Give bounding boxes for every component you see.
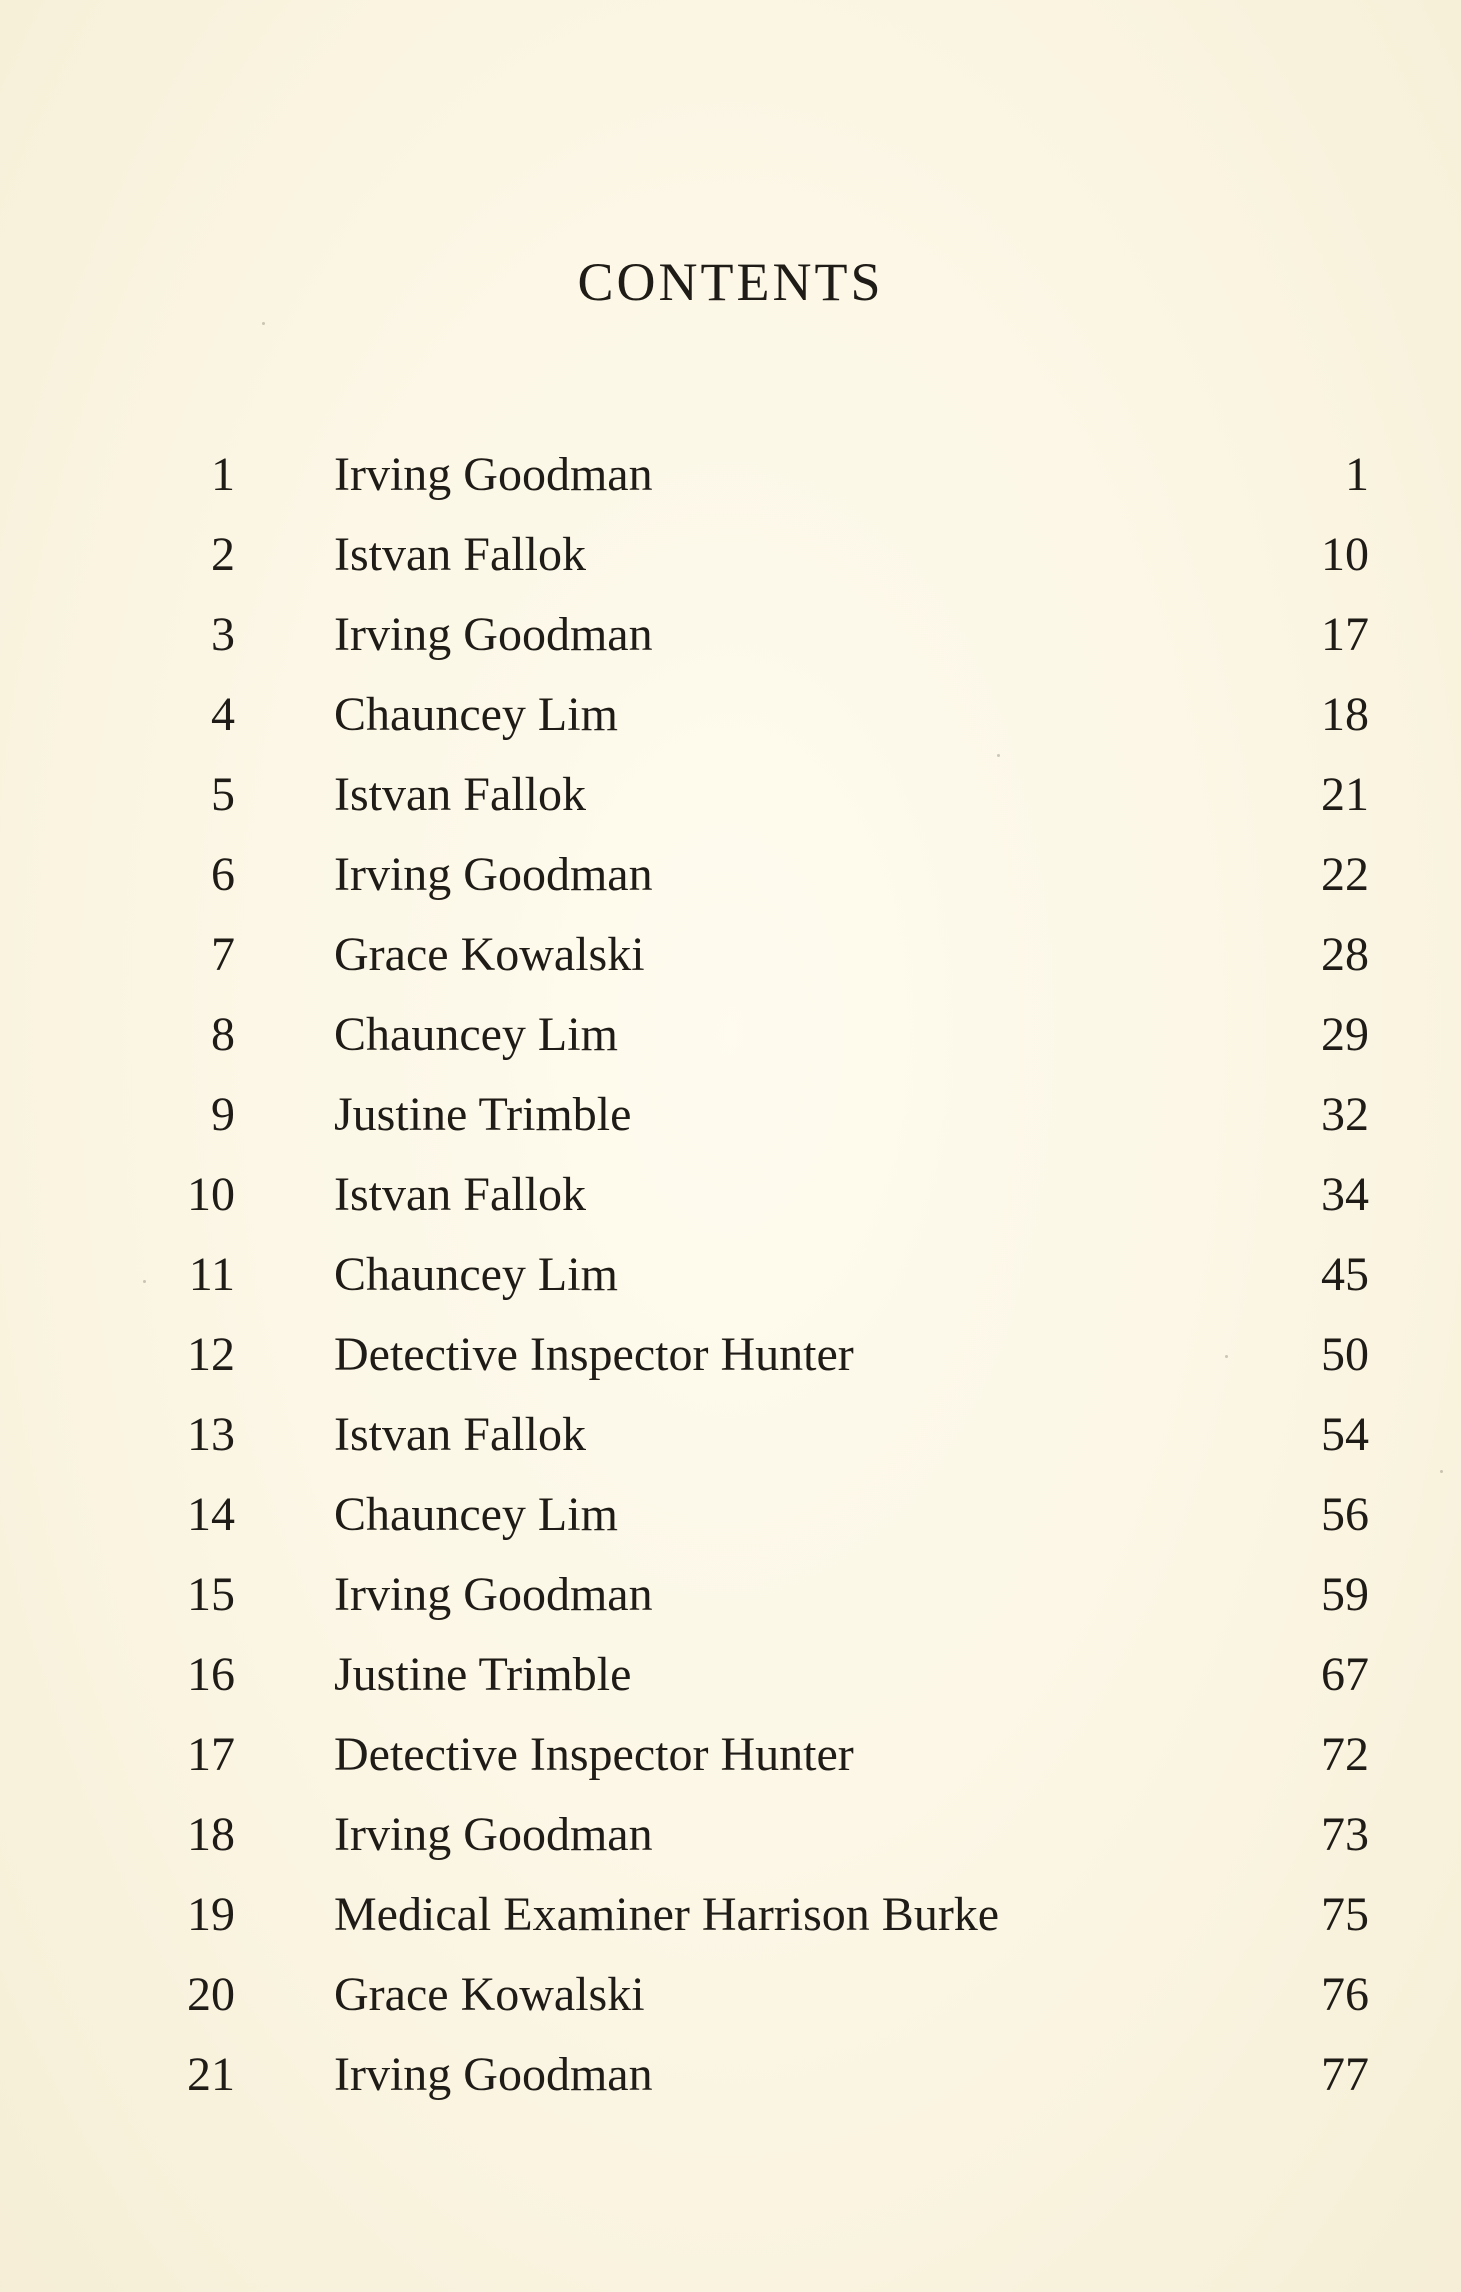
- chapter-number: 11: [188, 1248, 235, 1301]
- paper-speck: [1440, 1470, 1443, 1473]
- toc-entry: [0, 925, 1461, 1005]
- page-number: 32: [1321, 1088, 1369, 1141]
- page-number: 72: [1321, 1728, 1369, 1781]
- page-number: 29: [1321, 1008, 1369, 1061]
- chapter-number: 6: [211, 848, 235, 901]
- chapter-title: Istvan Fallok: [334, 768, 586, 821]
- page-number: 73: [1321, 1808, 1369, 1861]
- chapter-number: 12: [187, 1328, 235, 1381]
- chapter-number: 16: [187, 1648, 235, 1701]
- chapter-title: Detective Inspector Hunter: [334, 1328, 854, 1381]
- page-number: 17: [1321, 608, 1369, 661]
- paper-speck: [143, 1280, 146, 1283]
- page-number: 45: [1321, 1248, 1369, 1301]
- toc-entry: [0, 1165, 1461, 1245]
- chapter-title: Chauncey Lim: [334, 688, 618, 741]
- chapter-title: Irving Goodman: [334, 1568, 653, 1621]
- chapter-title: Grace Kowalski: [334, 1968, 645, 2021]
- chapter-number: 2: [211, 528, 235, 581]
- toc-entry: [0, 445, 1461, 525]
- toc-entry: [0, 1085, 1461, 1165]
- toc-entry: [0, 1645, 1461, 1725]
- toc-entry: [0, 1325, 1461, 1405]
- chapter-title: Chauncey Lim: [334, 1008, 618, 1061]
- toc-entry: [0, 845, 1461, 925]
- toc-entry: [0, 2045, 1461, 2125]
- toc-entry: [0, 1805, 1461, 1885]
- page-number: 76: [1321, 1968, 1369, 2021]
- chapter-title: Detective Inspector Hunter: [334, 1728, 854, 1781]
- toc-entry: [0, 605, 1461, 685]
- table-of-contents: [0, 445, 1461, 2125]
- chapter-number: 17: [187, 1728, 235, 1781]
- page-number: 22: [1321, 848, 1369, 901]
- toc-entry: [0, 1485, 1461, 1565]
- chapter-title: Istvan Fallok: [334, 1168, 586, 1221]
- chapter-number: 21: [187, 2048, 235, 2101]
- chapter-title: Medical Examiner Harrison Burke: [334, 1888, 1000, 1941]
- page-number: 21: [1321, 768, 1369, 821]
- chapter-title: Justine Trimble: [334, 1088, 632, 1141]
- chapter-title: Istvan Fallok: [334, 1408, 586, 1461]
- paper-speck: [262, 322, 265, 325]
- chapter-title: Justine Trimble: [334, 1648, 632, 1701]
- toc-entry: [0, 765, 1461, 845]
- chapter-title: Grace Kowalski: [334, 928, 645, 981]
- page-number: 54: [1321, 1408, 1369, 1461]
- chapter-number: 20: [187, 1968, 235, 2021]
- page-number: 10: [1321, 528, 1369, 581]
- chapter-number: 13: [187, 1408, 235, 1461]
- chapter-title: Chauncey Lim: [334, 1248, 618, 1301]
- chapter-number: 9: [211, 1088, 235, 1141]
- toc-entry: [0, 1005, 1461, 1085]
- page-number: 67: [1321, 1648, 1369, 1701]
- chapter-title: Istvan Fallok: [334, 528, 586, 581]
- chapter-number: 19: [187, 1888, 235, 1941]
- chapter-title: Chauncey Lim: [334, 1488, 618, 1541]
- toc-entry: [0, 525, 1461, 605]
- toc-entry: [0, 1245, 1461, 1325]
- chapter-title: Irving Goodman: [334, 1808, 653, 1861]
- page-number: 56: [1321, 1488, 1369, 1541]
- page-number: 77: [1321, 2048, 1369, 2101]
- toc-entry: [0, 1965, 1461, 2045]
- chapter-number: 7: [211, 928, 235, 981]
- chapter-number: 10: [187, 1168, 235, 1221]
- page-number: 34: [1321, 1168, 1369, 1221]
- toc-entry: [0, 1405, 1461, 1485]
- toc-entry: [0, 685, 1461, 765]
- toc-entry: [0, 1885, 1461, 1965]
- chapter-title: Irving Goodman: [334, 848, 653, 901]
- chapter-title: Irving Goodman: [334, 608, 653, 661]
- paper-speck: [1225, 1355, 1228, 1358]
- chapter-number: 5: [211, 768, 235, 821]
- page-number: 28: [1321, 928, 1369, 981]
- toc-entry: [0, 1565, 1461, 1645]
- chapter-title: Irving Goodman: [334, 2048, 653, 2101]
- chapter-number: 8: [211, 1008, 235, 1061]
- chapter-number: 15: [187, 1568, 235, 1621]
- paper-speck: [997, 754, 1000, 757]
- toc-entry: [0, 1725, 1461, 1805]
- chapter-number: 14: [187, 1488, 235, 1541]
- page-number: 1: [1345, 448, 1369, 501]
- chapter-number: 1: [211, 448, 235, 501]
- chapter-title: Irving Goodman: [334, 448, 653, 501]
- page-number: 75: [1321, 1888, 1369, 1941]
- chapter-number: 4: [211, 688, 235, 741]
- page-title: CONTENTS: [577, 252, 884, 312]
- page-number: 18: [1321, 688, 1369, 741]
- page-number: 50: [1321, 1328, 1369, 1381]
- chapter-number: 18: [187, 1808, 235, 1861]
- chapter-number: 3: [211, 608, 235, 661]
- page-number: 59: [1321, 1568, 1369, 1621]
